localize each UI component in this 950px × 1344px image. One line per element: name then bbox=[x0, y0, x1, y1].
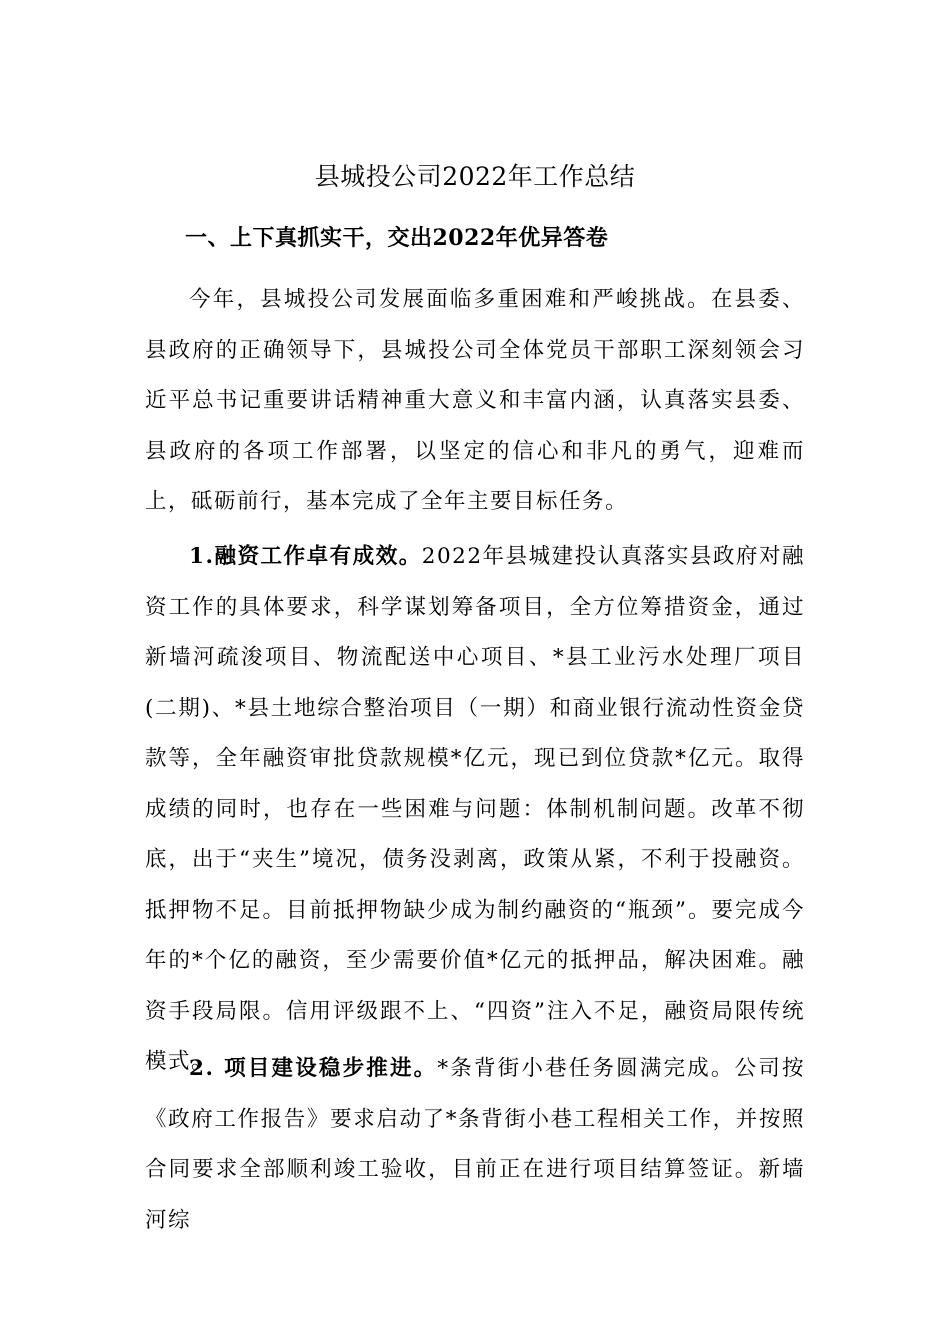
paragraph-intro bbox=[145, 275, 805, 528]
paragraph-financing-text: 2022年县城建投认真落实县政府对融资工作的具体要求，科学谋划筹备项目，全方位筹措资金，通过新墙河疏浚项目、物流配送中心项目、*县工业污水处理厂项目(二期)、*县土地综合整治项目（一期）和商业银行流动性资金贷款等，全年融资审批贷款规模*亿元，现已到位贷款*亿元。取得成绩的同时，也存在一些困难与问题：体制机制问题。改革不彻底，出于“夹生”境况，债务没剥离，政策从紧，不利于投融资。抵押物不足。目前抵押物缺少成为制约融资的“瓶颈”。要完成今年的*个亿的融资，至少需要价值*亿元的抵押品，解决困难。融资手段局限。信用评级跟不上、“四资”注入不足，融资局限传统模式。 bbox=[145, 544, 805, 1074]
document-title: 县城投公司2022年工作总结 bbox=[314, 162, 636, 191]
paragraph-projects bbox=[145, 1044, 805, 1246]
paragraph-financing-lead: 1.融资工作卓有成效。 bbox=[189, 544, 422, 569]
paragraph-intro-text: 今年，县城投公司发展面临多重困难和严峻挑战。在县委、县政府的正确领导下，县城投公司全体党员干部职工深刻领会习近平总书记重要讲话精神重大意义和丰富内涵，认真落实县委、县政府的各项工作部署，以坚定的信心和非凡的勇气，迎难而上，砥砺前行，基本完成了全年主要目标任务。 bbox=[145, 287, 805, 514]
paragraph-projects-text: *条背街小巷任务圆满完成。公司按《政府工作报告》要求启动了*条背街小巷工程相关工作，并按照合同要求全部顺利竣工验收，目前正在进行项目结算签证。新墙河综 bbox=[145, 1056, 805, 1233]
paragraph-projects-lead: 2. 项目建设稳步推进。 bbox=[189, 1056, 438, 1081]
paragraph-financing bbox=[145, 532, 805, 1088]
section-heading: 一、上下真抓实干，交出2022年优异答卷 bbox=[185, 225, 609, 251]
